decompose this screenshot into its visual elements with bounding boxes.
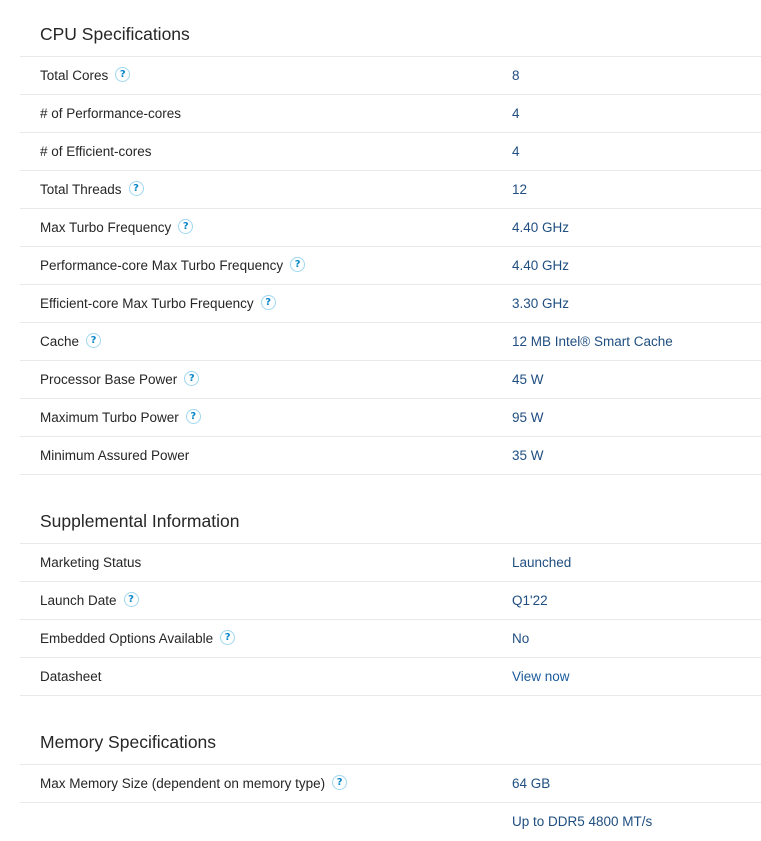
spec-label: # of Efficient-cores xyxy=(40,144,152,159)
spec-label: Processor Base Power xyxy=(40,372,178,387)
spec-row-datasheet xyxy=(20,658,761,696)
spec-value: 12 MB Intel® Smart Cache xyxy=(512,334,673,349)
spec-label: Efficient-core Max Turbo Frequency xyxy=(40,296,254,311)
spec-label: Total Cores xyxy=(40,68,109,83)
spec-value: 12 xyxy=(512,182,528,197)
spec-row-total-threads xyxy=(20,171,761,209)
spec-value: Q1'22 xyxy=(512,593,548,608)
spec-value: Up to DDR5 4800 MT/s xyxy=(512,814,653,829)
section-supplemental-information xyxy=(20,475,761,696)
spec-row-max-turbo-frequency xyxy=(20,209,761,247)
question-circle-icon[interactable]: ? xyxy=(178,219,193,234)
spec-label: # of Performance-cores xyxy=(40,106,182,121)
section-cpu-specifications xyxy=(20,0,761,475)
question-circle-icon[interactable]: ? xyxy=(332,775,347,790)
spec-label: Performance-core Max Turbo Frequency xyxy=(40,258,284,273)
spec-value: 4 xyxy=(512,106,520,121)
question-circle-icon[interactable]: ? xyxy=(186,409,201,424)
spec-value: 45 W xyxy=(512,372,544,387)
spec-row-processor-base-power xyxy=(20,361,761,399)
spec-value: 4.40 GHz xyxy=(512,258,570,273)
spec-value: Launched xyxy=(512,555,572,570)
spec-value: 95 W xyxy=(512,410,544,425)
spec-label: Embedded Options Available xyxy=(40,631,214,646)
question-circle-icon[interactable]: ? xyxy=(184,371,199,386)
datasheet-view-now-link[interactable]: View now xyxy=(512,669,570,684)
section-title: CPU Specifications xyxy=(20,0,761,57)
spec-label: Max Turbo Frequency xyxy=(40,220,172,235)
section-title: Supplemental Information xyxy=(20,475,761,544)
spec-row-performance-cores xyxy=(20,95,761,133)
question-circle-icon[interactable]: ? xyxy=(115,67,130,82)
spec-row-minimum-assured-power xyxy=(20,437,761,475)
question-circle-icon[interactable]: ? xyxy=(86,333,101,348)
spec-label: Datasheet xyxy=(40,669,102,684)
spec-row-cache xyxy=(20,323,761,361)
spec-value: 4 xyxy=(512,144,520,159)
spec-row-efficient-core-max-turbo xyxy=(20,285,761,323)
question-circle-icon[interactable]: ? xyxy=(290,257,305,272)
section-memory-specifications xyxy=(20,696,761,841)
spec-row-performance-core-max-turbo xyxy=(20,247,761,285)
spec-label: Maximum Turbo Power xyxy=(40,410,179,425)
question-circle-icon[interactable]: ? xyxy=(124,592,139,607)
spec-label: Total Threads xyxy=(40,182,122,197)
spec-value: 64 GB xyxy=(512,776,551,791)
question-circle-icon[interactable]: ? xyxy=(129,181,144,196)
question-circle-icon[interactable]: ? xyxy=(261,295,276,310)
spec-row-embedded-options xyxy=(20,620,761,658)
spec-value: 35 W xyxy=(512,448,544,463)
question-circle-icon[interactable]: ? xyxy=(220,630,235,645)
spec-label: Cache xyxy=(40,334,80,349)
spec-row-total-cores xyxy=(20,57,761,95)
spec-value: 3.30 GHz xyxy=(512,296,570,311)
spec-row-memory-types xyxy=(20,803,761,841)
spec-label: Marketing Status xyxy=(40,555,142,570)
spec-label: Minimum Assured Power xyxy=(40,448,190,463)
spec-row-marketing-status xyxy=(20,544,761,582)
spec-row-maximum-turbo-power xyxy=(20,399,761,437)
spec-row-max-memory-size xyxy=(20,765,761,803)
spec-label: Max Memory Size (dependent on memory type) xyxy=(40,776,326,791)
spec-row-launch-date xyxy=(20,582,761,620)
spec-value: 4.40 GHz xyxy=(512,220,570,235)
section-title: Memory Specifications xyxy=(20,696,761,765)
spec-value: 8 xyxy=(512,68,520,83)
spec-value: No xyxy=(512,631,530,646)
spec-label: Launch Date xyxy=(40,593,117,608)
spec-row-efficient-cores xyxy=(20,133,761,171)
spec-page xyxy=(20,0,761,841)
